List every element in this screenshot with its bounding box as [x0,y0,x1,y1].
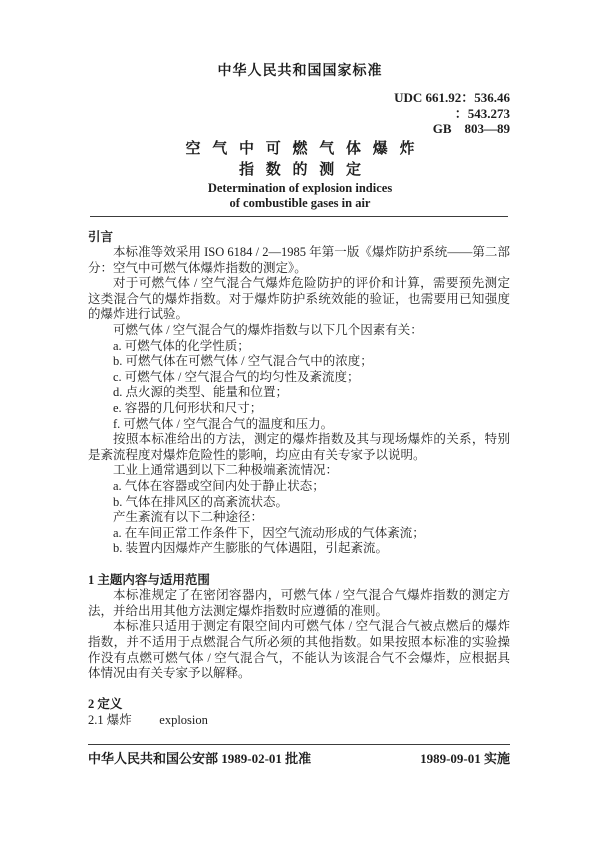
udc-line-2: ：543.273 [454,105,510,121]
title-english [0,181,600,212]
definition-number: 2.1 [88,712,104,727]
udc-line-1: UDC 661.92：536.46 [394,90,510,105]
title-chinese-line-1: 空 气 中 可 燃 气 体 爆 炸 [185,140,419,157]
header-rule [90,216,508,217]
intro-heading: 引言 [88,229,114,244]
intro-paragraph-3: 可燃气体 / 空气混合气的爆炸指数与以下几个因素有关： [113,323,423,338]
turbulence-case-a: a. 气体在容器或空间内处于静止状态； [113,479,325,493]
udc-block [0,90,510,137]
section-1-paragraph-1: 本标准规定了在密闭容器内，可燃气体 / 空气混合气爆炸指数的测定方法，并给出用其他方法测定爆炸指数时应遵循的准则。 [88,588,510,618]
intro-paragraph-5: 工业上通常遇到以下二种极端紊流情况： [113,463,339,478]
document-body [88,230,510,729]
turbulence-source-a: a. 在车间正常工作条件下，因空气流动形成的气体紊流； [113,525,425,540]
definition-term-chinese: 爆炸 [106,712,132,727]
intro-paragraph-6: 产生紊流有以下二种途径： [113,510,264,525]
factor-item-b: b. 可燃气体在可燃气体 / 空气混合气中的浓度； [113,354,373,369]
definition-term-english: explosion [159,712,208,727]
title-chinese [0,139,600,181]
intro-paragraph-2: 对于可燃气体 / 空气混合气爆炸危险防护的评价和计算，需要预先测定这类混合气的爆炸指数。对于爆炸防护系统效能的验证，也需要用已知强度的爆炸进行试验。 [88,276,510,322]
factor-item-d: d. 点火源的类型、能量和位置； [113,385,289,400]
factor-item-c: c. 可燃气体 / 空气混合气的均匀性及紊流度； [113,369,360,384]
intro-paragraph-1: 本标准等效采用 ISO 6184 / 2—1985 年第一版《爆炸防护系统——第二部分：空气中可燃气体爆炸指数的测定》。 [88,245,510,275]
standard-number: GB 803—89 [432,121,510,136]
standard-authority-label: 中华人民共和国国家标准 [217,64,383,79]
spacer [88,557,510,573]
factor-item-e: e. 容器的几何形状和尺寸； [113,401,263,416]
factor-item-a: a. 可燃气体的化学性质； [113,338,250,353]
document-footer [88,744,510,766]
approval-statement: 中华人民共和国公安部 1989-02-01 批准 [88,751,312,766]
section-2-heading: 2 定义 [88,697,123,712]
intro-paragraph-4: 按照本标准给出的方法，测定的爆炸指数及其与现场爆炸的关系，特别是紊流程度对爆炸危险性的影响，均应由有关专家予以说明。 [88,432,510,462]
section-1-heading: 1 主题内容与适用范围 [88,572,210,587]
spacer [88,682,510,698]
implementation-date: 1989-09-01 实施 [420,751,510,766]
turbulence-case-b: b. 气体在排风区的高紊流状态。 [113,494,289,509]
section-1-paragraph-2: 本标准只适用于测定有限空间内可燃气体 / 空气混合气被点燃后的爆炸指数，并不适用于点燃混合气所必须的其他指数。如果按照本标准的实验操作没有点燃可燃气体 / 空气混合气，不能认为该混合气不会爆炸，应根据具体情况由有关专家予以解释。 [88,619,510,681]
factor-item-f: f. 可燃气体 / 空气混合气的温度和压力。 [113,416,334,431]
title-chinese-line-2: 指 数 的 测 定 [238,161,365,178]
definition-2-1 [88,713,510,729]
title-english-line-2: of combustible gases in air [229,196,371,210]
title-english-line-1: Determination of explosion indices [207,180,393,195]
turbulence-source-b: b. 装置内因爆炸产生膨胀的气体遇阻，引起紊流。 [113,541,389,556]
